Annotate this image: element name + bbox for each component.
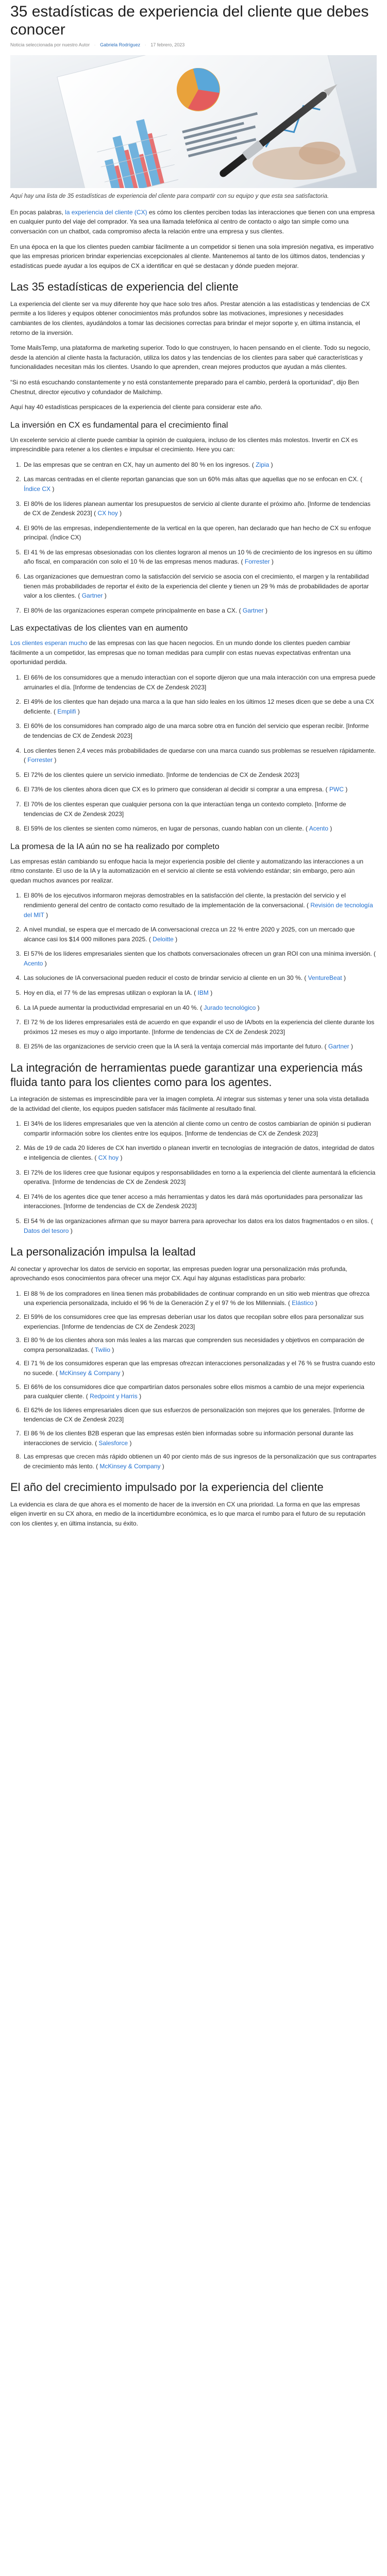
stat-text: El 80% de los líderes planean aumentar los presupuestos de servicio al cliente durante el próximo año. [Informe de tendencias de CX de Zendesk 2023] ( [24, 500, 371, 517]
section-heading-integration: La integración de herramientas puede garantizar una experiencia más fluida tanto para los clientes como para los agentes. [10, 1061, 363, 1089]
section-heading-35-stats: Las 35 estadísticas de experiencia del cliente [10, 280, 239, 294]
s2-paragraph-1: Un excelente servicio al cliente puede cambiar la opinión de cualquiera, incluso de los clientes más molestos. Invertir en CX es imprescindible para retener a los clientes e impulsar el crecimiento. Here you can: [10, 436, 358, 453]
intro-paragraph-1: En pocas palabras, la experiencia del cliente (CX) es cómo los clientes perciben todas las interacciones que tienen con una empresa en cualquier punto del viaje del comprador. Ya sea una llamada telefónica al centro de contacto o algo tan simple como una conversación con un chatbot, cada compromiso afecta la relación entre una empresa y sus clientes. [10, 208, 375, 235]
stat-item [23, 1335, 377, 1354]
stat-text: El 57% de los líderes empresariales sienten que los chatbots conversacionales ofrecen un gran ROI con una mínima inversión. ( [24, 950, 376, 958]
stat-text-end: ) [343, 786, 348, 793]
stat-item [23, 1168, 377, 1187]
stat-item [23, 1359, 377, 1378]
stat-text: El 34% de los líderes empresariales que ven la atención al cliente como un centro de costos cambiarían de opinión si pudieran compartir información sobre los clientes entre los equipos. [Informe de tendencias de CX de Zendesk 2023] [24, 1120, 371, 1137]
meta-date: 17 febrero, 2023 [150, 42, 185, 47]
stat-text: El 70% de los clientes esperan que cualquier persona con la que interactúan tenga un contexto completo. [Informe de tendencias de CX de Zendesk 2023] [24, 800, 346, 818]
stat-item [23, 1405, 377, 1425]
stat-text: De las empresas que se centran en CX, hay un aumento del 80 % en los ingresos. ( [24, 461, 256, 468]
stats-list [10, 891, 377, 1052]
s4-paragraph-1: Las empresas están cambiando su enfoque hacia la mejor experiencia posible del cliente y automatizando las interacciones a un ritmo constante. El uso de la IA y la automatización en el servicio al cliente se está volviendo estándar; sin embargo, pero aún quedan muchos avances por realizar. [10, 857, 364, 884]
stat-source-link[interactable]: IBM [197, 989, 209, 997]
stat-text: Más de 19 de cada 20 líderes de CX han invertido o planean invertir en tecnologías de integración de datos, integridad de datos e inteligencia de clientes. ( [24, 1144, 375, 1162]
stat-text-end: ) [263, 606, 267, 614]
stat-item [23, 1143, 377, 1162]
stat-source-link[interactable]: PWC [329, 786, 344, 793]
stat-text-end: ) [349, 1043, 354, 1050]
stat-source-link[interactable]: Redpoint y Harris [90, 1393, 138, 1400]
stat-source-link[interactable]: Emplifi [57, 707, 76, 715]
stat-source-link[interactable]: Revisión de tecnología del MIT [24, 901, 373, 919]
s1-paragraph-3: Aquí hay 40 estadísticas perspicaces de la experiencia del cliente para considerar este año. [10, 403, 262, 411]
stat-item [23, 973, 377, 983]
stat-text: El 88 % de los compradores en línea tienen más probabilidades de continuar comprando en un sitio web mientras que ofrezca una experiencia personalizada, incluido el 96 % de la Generación Z y el 97 % de los Millennials. ( [24, 1290, 370, 1307]
stat-text-end: ) [256, 1004, 260, 1011]
stat-item [23, 1192, 377, 1211]
stat-item [23, 949, 377, 968]
stat-text-end: ) [342, 974, 346, 982]
hero-illustration [10, 55, 377, 188]
article-meta: Noticia seleccionada por nuestro Autor · Gabriela Rodríguez · 17 febrero, 2023 [10, 42, 185, 47]
stat-text-end: ) [76, 707, 80, 715]
stat-source-link[interactable]: Índice CX [24, 485, 51, 493]
stat-item [23, 1382, 377, 1401]
stat-text: El 25% de las organizaciones de servicio creen que la IA será la ventaja comercial más importante del futuro. ( [24, 1043, 328, 1050]
page-title: 35 estadísticas de experiencia del cliente que debes conocer [10, 3, 369, 38]
stat-item [23, 460, 377, 470]
stat-text-end: ) [160, 1462, 164, 1470]
stat-source-link[interactable]: Acento [309, 825, 329, 833]
s1-paragraph-1: La experiencia del cliente ser va muy diferente hoy que hace solo tres años. Prestar atención a las estadísticas y tendencias de CX permite a los líderes y equipos obtener conocimientos más profundos sobre las motivaciones, impresiones y necesidades cambiantes de los clientes, ayudándolos a tomar las decisiones correctas para brindar el mejor soporte y, en última instancia, el retorno de la inversión. [10, 300, 370, 336]
stat-source-link[interactable]: Twilio [94, 1346, 110, 1353]
stat-text: El 72% de los líderes cree que fusionar equipos y responsabilidades en torno a la experiencia del cliente aumentará la eficiencia operativa. [Informe de tendencias de CX de Zendesk 2023] [24, 1168, 376, 1186]
stat-item [23, 572, 377, 601]
meta-category: Noticia seleccionada por nuestro Autor [10, 42, 90, 47]
stat-text: La IA puede aumentar la productividad empresarial en un 40 %. ( [24, 1004, 204, 1011]
stat-source-link[interactable]: Forrester [244, 558, 270, 566]
stat-source-link[interactable]: Gartner [242, 606, 264, 614]
stat-item [23, 673, 377, 692]
stat-text-end: ) [43, 959, 47, 967]
stat-text-end: ) [119, 1154, 123, 1162]
stat-item [23, 548, 377, 567]
stat-source-link[interactable]: Gartner [81, 592, 103, 600]
s1-paragraph-2: Tome MailsTemp, una plataforma de marketing superior. Todo lo que construyen, lo hacen pensando en el cliente. Todo su negocio, desde la atención al cliente hasta la facturación, utiliza los datos y las tendencias de los clientes para saber qué características y funcionalidades necesitan más los clientes. Usando lo que aprenden, crean mejores productos que ayudan a más clientes. [10, 344, 371, 371]
section-heading-personalization: La personalización impulsa la lealtad [10, 1245, 196, 1259]
stat-text: El 80% de los ejecutivos informaron mejoras demostrables en la satisfacción del cliente, la prestación del servicio y el rendimiento general del centro de contacto como resultado de la implementación de la conversacional. ( [24, 892, 346, 909]
stat-item [23, 988, 377, 998]
stat-source-link[interactable]: CX hoy [98, 1154, 119, 1162]
stat-text-end: ) [137, 1393, 142, 1400]
stat-item [23, 523, 377, 543]
stat-source-link[interactable]: CX hoy [97, 510, 118, 517]
stat-text: El 60% de los consumidores han comprado algo de una marca sobre otra en función del servicio que esperan recibir. [Informe de tendencias de CX de Zendesk 2023] [24, 722, 369, 739]
s6-paragraph-1: Al conectar y aprovechar los datos de servicio en soportar, las empresas pueden lograr una personalización más profunda, aprovechando esos conocimientos para ofrecer una mejor CX. Aquí hay algunas estadísticas para probarlo: [10, 1265, 347, 1282]
stat-source-link[interactable]: Elástico [292, 1299, 314, 1307]
stat-text: El 41 % de las empresas obsesionadas con los clientes lograron al menos un 10 % de crecimiento de los ingresos en su último año fiscal, en comparación con solo el 10 % de las empresas menos maduras. ( [24, 548, 372, 566]
stat-text-end: ) [328, 825, 332, 833]
stat-source-link[interactable]: McKinsey & Company [59, 1369, 121, 1377]
stat-text: El 66% de los consumidores que a menudo interactúan con el soporte dijeron que una mala interacción con una empresa puede arruinarles el día. [Informe de tendencias de CX de Zendesk 2023] [24, 674, 376, 691]
stat-text-end: ) [53, 756, 57, 764]
hero-image [10, 55, 377, 188]
stat-text: El 80 % de los clientes ahora son más leales a las marcas que comprenden sus necesidades y objetivos en comparación de compra personalizadas. ( [24, 1336, 365, 1353]
stat-source-link[interactable]: VentureBeat [308, 974, 342, 982]
stat-text: El 73% de los clientes ahora dicen que CX es lo primero que consideran al decidir si comprar a una empresa. ( [24, 786, 329, 793]
stat-text: El 59% de los clientes se sienten como números, en lugar de personas, cuando hablan con un cliente. ( [24, 825, 309, 833]
s7-paragraph-1: La evidencia es clara de que ahora es el momento de hacer de la inversión en CX una prioridad. La forma en que las empresas eligen invertir en su CX ahora, en medio de la incertidumbre económica, es lo que marca el rumbo para el futuro de su reputación con los clientes y, en última instancia, su éxito. [10, 1500, 366, 1528]
stat-text-end: ) [270, 558, 274, 566]
stat-item [23, 824, 377, 834]
stat-text-end: ) [128, 1439, 132, 1447]
stat-text: Las soluciones de IA conversacional pueden reducir el costo de brindar servicio al cliente en un 30 %. ( [24, 974, 308, 982]
stat-source-link[interactable]: McKinsey & Company [99, 1462, 161, 1470]
customers-expect-link[interactable]: Los clientes esperan mucho [10, 639, 88, 647]
stat-text: El 71 % de los consumidores esperan que las empresas ofrezcan interacciones personalizadas y el 76 % se frustra cuando esto no sucede. ( [24, 1360, 375, 1377]
stat-item [23, 474, 377, 494]
stat-source-link[interactable]: Jurado tecnológico [204, 1004, 256, 1011]
cx-link[interactable]: la experiencia del cliente (CX) [65, 208, 147, 216]
stat-item [23, 925, 377, 944]
stat-text-end: ) [69, 1227, 73, 1234]
stat-item [23, 499, 377, 518]
section-heading-growth-year: El año del crecimiento impulsado por la experiencia del cliente [10, 1481, 324, 1494]
stat-item [23, 1312, 377, 1331]
stat-item [23, 1216, 377, 1235]
s1-quote: “Si no está escuchando constantemente y no está constantemente preparado para el cambio, perderá la oportunidad”, dijo Ben Chestnut, director ejecutivo y cofundador de Mailchimp. [10, 378, 359, 396]
stat-text-end: ) [51, 485, 55, 493]
stat-text: El 74% de los agentes dice que tener acceso a más herramientas y datos les dará más oportunidades para personalizar las interacciones. [Informe de tendencias de CX de Zendesk 2023] [24, 1193, 363, 1210]
stat-item [23, 1003, 377, 1013]
stat-text: El 59% de los consumidores cree que las empresas deberían usar los datos que recopilan sobre ellos para personalizar sus experiencias. [Informe de tendencias de CX de Zendesk 2023] [24, 1313, 364, 1330]
meta-author-link[interactable]: Gabriela Rodríguez [100, 42, 141, 47]
stat-item [23, 785, 377, 794]
stats-list [10, 460, 377, 616]
section-heading-investment: La inversión en CX es fundamental para el crecimiento final [10, 420, 228, 430]
stat-text-end: ) [208, 989, 213, 997]
section-heading-ai: La promesa de la IA aún no se ha realizado por completo [10, 842, 220, 851]
stat-item [23, 1119, 377, 1138]
stats-list [10, 1289, 377, 1471]
stat-item [23, 746, 377, 765]
stat-source-link[interactable]: Forrester [27, 756, 53, 764]
stat-text: El 72% de los clientes quiere un servicio inmediato. [Informe de tendencias de CX de Zendesk 2023] [24, 771, 299, 778]
stat-item [23, 770, 377, 780]
stat-item [23, 800, 377, 819]
stat-text-end: ) [173, 935, 178, 943]
stat-text-end: ) [120, 1369, 124, 1377]
s5-paragraph-1: La integración de sistemas es imprescindible para ver la imagen completa. Al integrar sus sistemas y tener una sola vista detallada de la actividad del cliente, los equipos pueden satisfacer más fácilmente al resultado final. [10, 1095, 369, 1112]
stat-text: Las empresas que crecen más rápido obtienen un 40 por ciento más de sus ingresos de la personalización que sus contrapartes de crecimiento más lento. ( [24, 1453, 377, 1470]
stat-text: Las organizaciones que demuestran como la satisfacción del servicio se asocia con el crecimiento, el margen y la rentabilidad tienen más probabilidades de reportar el éxito de la experiencia del cliente y tienen un 29 % más de probabilidades de aportar valor a los clientes. ( [24, 573, 369, 600]
stat-item [23, 1289, 377, 1308]
stat-source-link[interactable]: Salesforce [98, 1439, 128, 1447]
stat-text-end: ) [117, 510, 122, 517]
stat-source-link[interactable]: Datos del tesoro [24, 1227, 69, 1234]
stats-list [10, 673, 377, 834]
stat-text: Las marcas centradas en el cliente reportan ganancias que son un 60% más altas que aquellas que no se enfocan en CX. ( [24, 476, 363, 483]
stat-item [23, 1452, 377, 1471]
stat-text: El 86 % de los clientes B2B esperan que las empresas estén bien informadas sobre su información personal durante las interacciones de servicio. ( [24, 1429, 354, 1447]
stat-text-end: ) [269, 461, 273, 468]
intro-paragraph-2: En una época en la que los clientes pueden cambiar fácilmente a un competidor si tienen una sola impresión negativa, es imperativo que las empresas prioricen brindar experiencias excepcionales al cliente. Mantenemos al tanto de los últimos datos, tendencias y estadísticas puede ayudar a los equipos de CX a identificar en qué se destacan y dónde pueden mejorar. [10, 243, 374, 269]
stat-text-end: ) [110, 1346, 114, 1353]
stat-item [23, 721, 377, 740]
section-heading-expectations: Las expectativas de los clientes van en aumento [10, 624, 188, 633]
s3-paragraph-1: Los clientes esperan mucho de las empresas con las que hacen negocios. En un mundo donde los clientes pueden cambiar fácilmente a un competidor, las empresas que no toman medidas para cumplir con estas nuevas expectativas enfrentan una oportunidad perdida. [10, 639, 351, 666]
stat-text: El 66% de los consumidores dice que compartirían datos personales sobre ellos mismos a cambio de una mejor experiencia para cualquier cliente. ( [24, 1383, 365, 1400]
stat-text-end: ) [103, 592, 107, 600]
stat-item [23, 891, 377, 920]
stat-item [23, 1429, 377, 1448]
stat-source-link[interactable]: Gartner [328, 1043, 349, 1050]
stat-item [23, 1018, 377, 1037]
stat-text-end: ) [313, 1299, 317, 1307]
stat-item [23, 1042, 377, 1052]
stat-text-end: ) [44, 911, 48, 919]
stat-text: El 72 % de los líderes empresariales está de acuerdo en que expandir el uso de IA/bots en la experiencia del cliente durante los próximos 12 meses es muy o algo importante. [Informe de tendencias de CX de Zendesk 2023] [24, 1019, 375, 1036]
stat-source-link[interactable]: Acento [24, 959, 43, 967]
stat-source-link[interactable]: Deloitte [153, 935, 174, 943]
image-caption: Aquí hay una lista de 35 estadísticas de experiencia del cliente para compartir con su equipo y que esta sea satisfactoria. [10, 193, 329, 199]
stats-list [10, 1119, 377, 1235]
stat-item [23, 697, 377, 716]
stat-text: El 49% de los clientes que han dejado una marca a la que han sido leales en los últimos 12 meses dicen que se debe a una CX deficiente. ( [24, 698, 374, 715]
stat-text: A nivel mundial, se espera que el mercado de IA conversacional crezca un 22 % entre 2020 y 2025, con un mercado que alcance casi los $14 000 millones para 2025. ( [24, 926, 355, 943]
stat-text: Hoy en día, el 77 % de las empresas utilizan o exploran la IA. ( [24, 989, 198, 997]
stat-source-link[interactable]: Zipia [256, 461, 270, 468]
stat-text: El 62% de los líderes empresariales dicen que sus esfuerzos de personalización son mejores que los generales. [Informe de tendencias de CX de Zendesk 2023] [24, 1406, 365, 1423]
stat-text: El 90% de las empresas, independientemente de la vertical en la que operen, han declarado que han hecho de CX su enfoque principal. (Índice CX) [24, 524, 371, 541]
stat-item [23, 606, 377, 616]
stat-text: El 54 % de las organizaciones afirman que su mayor barrera para aprovechar los datos era los datos fragmentados o en silos. ( [24, 1217, 373, 1225]
stat-text: Los clientes tienen 2,4 veces más probabilidades de quedarse con una marca cuando sus problemas se resuelven rápidamente. ( [24, 747, 376, 764]
stat-text: El 80% de las organizaciones esperan compete principalmente en base a CX. ( [24, 606, 243, 614]
